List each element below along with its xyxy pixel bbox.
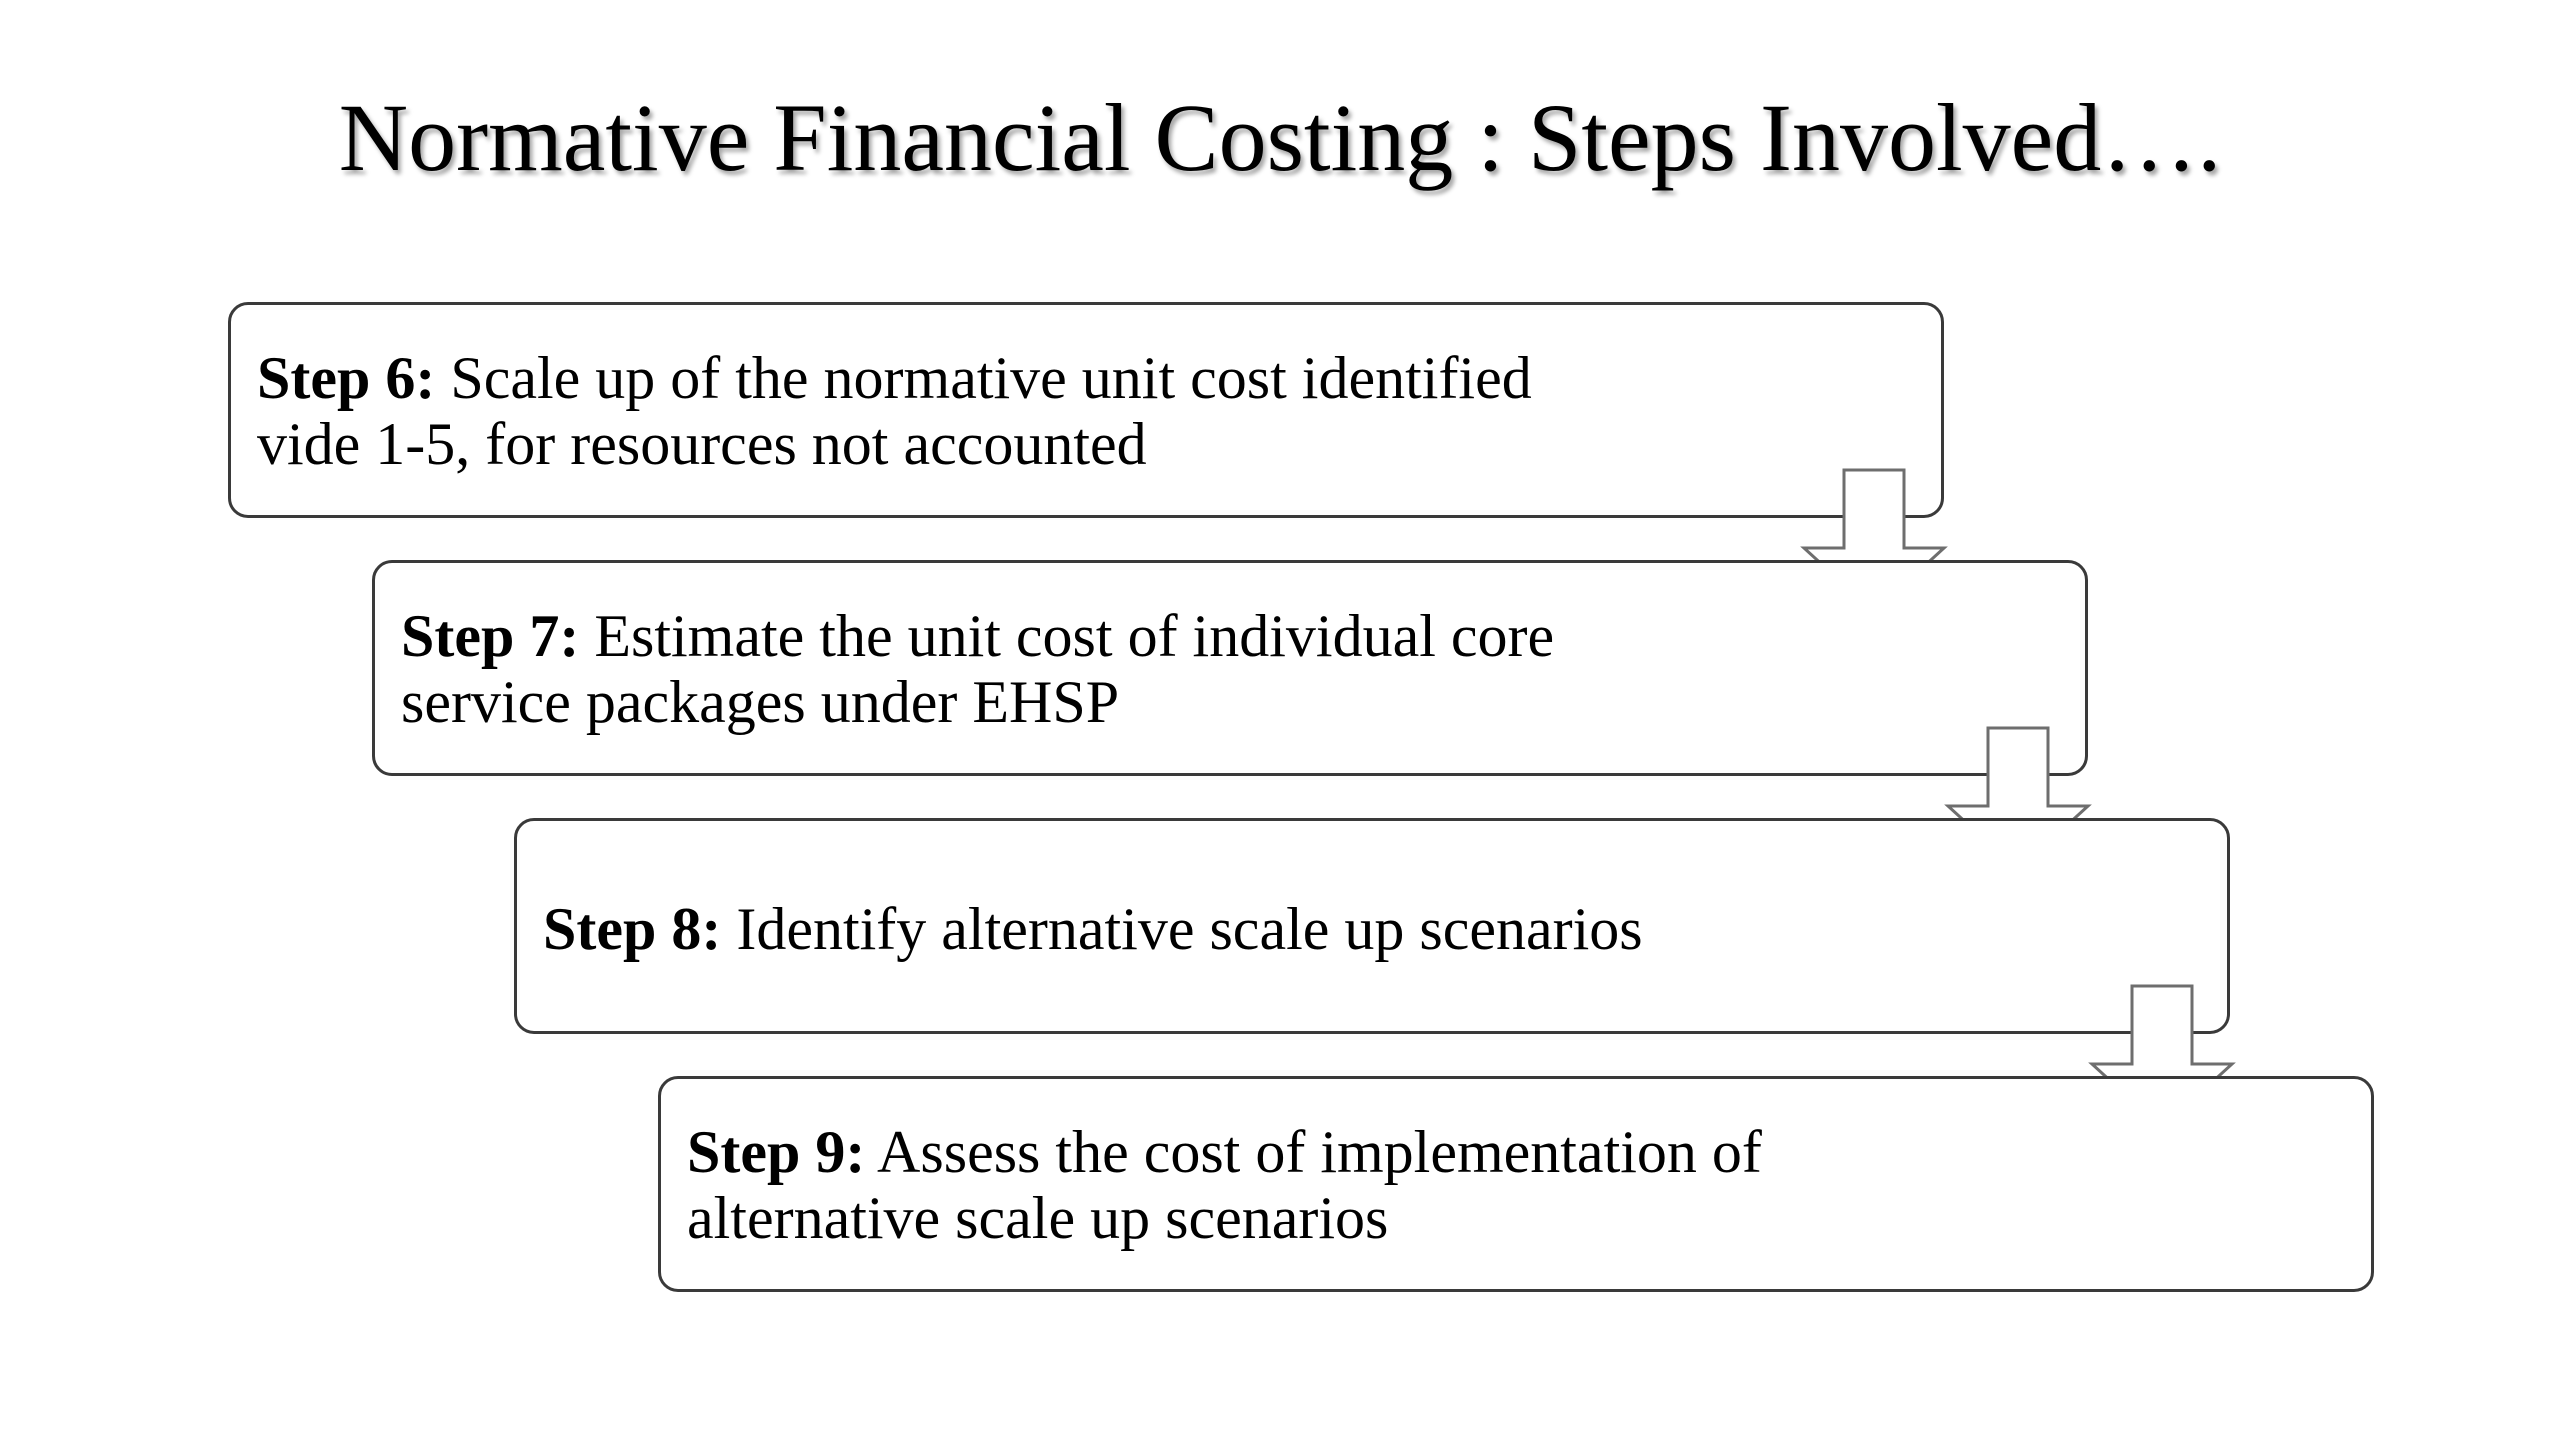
step-7-line-2: service packages under EHSP xyxy=(401,669,1120,735)
step-9-text xyxy=(687,1119,2311,1251)
step-9-label: Step 9: xyxy=(687,1119,866,1185)
page-title: Normative Financial Costing : Steps Involved…. xyxy=(338,84,2222,191)
step-6-text xyxy=(257,345,1881,477)
step-9-line-1: Assess the cost of implementation of xyxy=(865,1119,1762,1185)
step-9-line-2: alternative scale up scenarios xyxy=(687,1185,1389,1251)
step-box-8 xyxy=(514,818,2230,1034)
step-box-7 xyxy=(372,560,2088,776)
step-box-6 xyxy=(228,302,1944,518)
step-6-line-2: vide 1-5, for resources not accounted xyxy=(257,411,1147,477)
step-8-line-1: Identify alternative scale up scenarios xyxy=(721,896,1643,962)
step-6-line-1: Scale up of the normative unit cost identified xyxy=(435,345,1532,411)
step-8-label: Step 8: xyxy=(543,896,722,962)
step-box-9 xyxy=(658,1076,2374,1292)
step-7-label: Step 7: xyxy=(401,603,580,669)
step-8-text xyxy=(543,896,2167,962)
step-7-text xyxy=(401,603,2025,735)
step-6-label: Step 6: xyxy=(257,345,436,411)
step-7-line-1: Estimate the unit cost of individual core xyxy=(579,603,1555,669)
